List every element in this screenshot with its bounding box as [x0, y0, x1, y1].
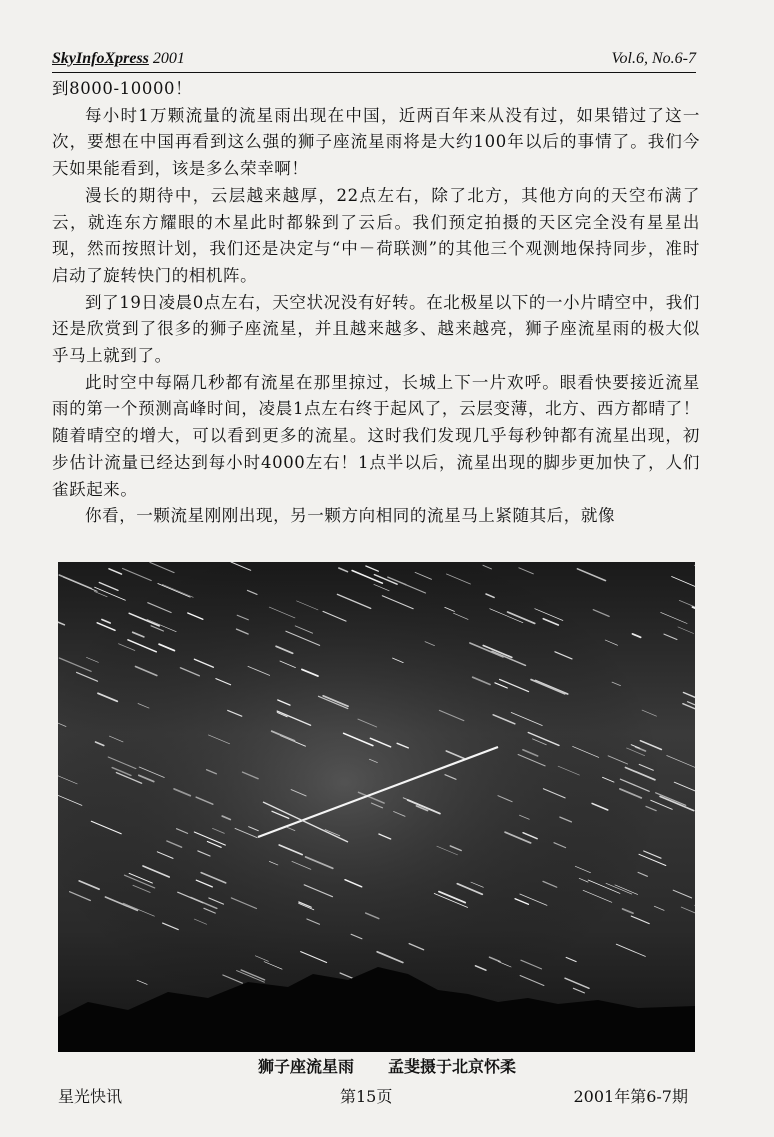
- paragraph: 此时空中每隔几秒都有流星在那里掠过，长城上下一片欢呼。眼看快要接近流星雨的第一个预测高峰时间，凌晨1点左右终于起风了，云层变薄，北方、西方都晴了！随着晴空的增大，可以看到更多的流星。这时我们发现几乎每秒钟都有流星出现，初步估计流量已经达到每小时4000左右！1点半以后，流星出现的脚步更加快了，人们雀跃起来。: [52, 372, 700, 499]
- caption-credit: 孟斐摄于北京怀柔: [388, 1057, 517, 1076]
- footer-page-number: 第15页: [340, 1087, 393, 1106]
- meteor-shower-image: [58, 562, 695, 1052]
- caption-title: 狮子座流星雨: [257, 1057, 354, 1076]
- journal-year: 2001: [152, 50, 185, 67]
- footer-issue: 2001年第6-7期: [573, 1087, 688, 1106]
- footer-publication: 星光快讯: [58, 1087, 123, 1106]
- paragraph: 漫长的期待中，云层越来越厚，22点左右，除了北方，其他方向的天空布满了云，就连东方耀眼的木星此时都躲到了云后。我们预定拍摄的天区完全没有星星出现，然而按照计划，我们还是决定与“中－荷联测”的其他三个观测地保持同步，准时启动了旋转快门的相机阵。: [52, 185, 700, 285]
- photo-caption: [0, 1054, 774, 1077]
- paragraph: 到了19日凌晨0点左右，天空状况没有好转。在北极星以下的一小片晴空中，我们还是欣赏到了很多的狮子座流星，并且越来越多、越来越亮，狮子座流星雨的极大似乎马上就到了。: [52, 292, 700, 366]
- page-header: [52, 50, 696, 73]
- paragraph: 每小时1万颗流量的流星雨出现在中国，近两百年来从没有过，如果错过了这一次，要想在中国再看到这么强的狮子座流星雨将是大约100年以后的事情了。我们今天如果能看到，该是多么荣幸啊！: [52, 105, 700, 179]
- volume-number: Vol.6, No.6-7: [611, 50, 696, 67]
- meteor-shower-photo: [58, 562, 695, 1052]
- paragraph-continuation: 到8000-10000！: [52, 79, 193, 98]
- journal-title: [52, 50, 185, 68]
- journal-name: SkyInfoXpress: [52, 50, 149, 67]
- paragraph: 你看，一颗流星刚刚出现，另一颗方向相同的流星马上紧随其后，就像: [85, 506, 616, 526]
- article-body: [52, 76, 700, 530]
